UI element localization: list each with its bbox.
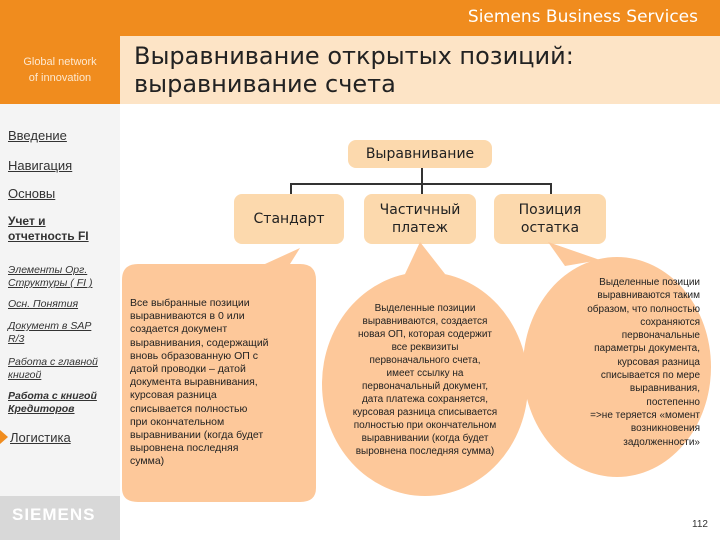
callout-partial-line: Выделенные позиции [374, 303, 476, 314]
callout-residual-line: списывается по мере [600, 370, 700, 382]
callout-partial-line: дата платежа сохраняется, [361, 394, 489, 405]
callout-text-partial [330, 302, 520, 458]
page-number: 112 [692, 519, 708, 530]
callout-residual-line: Выделенные позиции [599, 277, 700, 288]
nav-item-sap-document-line2: R/3 [8, 333, 25, 345]
callout-standard-line: при окончательном [130, 415, 225, 428]
nav-item-org-structure-line1: Элементы Орг. [8, 264, 88, 276]
node-partial-payment-line2: платеж [391, 220, 449, 236]
nav-item-general-ledger-line1: Работа с главной [8, 356, 98, 368]
callout-partial-line: имеет ссылку на [386, 368, 464, 379]
tagline-line1: Global network [23, 56, 97, 68]
node-standard: Стандарт [234, 194, 344, 244]
nav-item-navigation[interactable]: Навигация [8, 158, 73, 173]
nav-item-vendor-ledger-line2: Кредиторов [8, 403, 75, 415]
callout-residual-line: курсовая разница [617, 356, 700, 368]
brand-name: Siemens Business Services [467, 7, 698, 27]
nav-item-fi-accounting-line1: Учет и [8, 214, 46, 228]
nav-item-vendor-ledger-line1: Работа с книгой [8, 390, 97, 402]
tagline-line2: of innovation [28, 72, 92, 84]
callout-standard-line: датой проводки – датой [130, 363, 246, 376]
callout-standard-line: выравнивании (когда будет [130, 429, 264, 442]
callout-standard-line: вновь образованную ОП с [130, 349, 258, 362]
nav-item-basic-concepts[interactable]: Осн. Понятия [8, 298, 79, 310]
callout-residual-line: выравнивания, [629, 383, 700, 395]
callout-partial-line: новая ОП, которая содержит [357, 329, 492, 340]
callout-standard-line: Все выбранные позиции [130, 297, 250, 309]
node-residual-item-line2: остатка [520, 220, 580, 236]
callout-partial-line: выравниваются, создается [362, 316, 488, 327]
callout-partial-line: первоначальный документ, [361, 381, 489, 392]
callout-residual-line: =>не теряется «момент [590, 409, 700, 421]
callout-residual-line: возникновения [630, 423, 700, 435]
callout-partial-line: все реквизиты [391, 342, 459, 353]
callout-standard-line: создается документ [130, 323, 228, 336]
nav-item-intro[interactable]: Введение [8, 128, 67, 143]
node-partial-payment-line1: Частичный [379, 202, 461, 218]
nav-item-sap-document-line1: Документ в SAP [8, 320, 92, 332]
slide-title-line1: Выравнивание открытых позиций: [134, 42, 574, 70]
callout-residual-line: постепенно [646, 396, 700, 408]
callout-partial-line: выравнивании (когда будет [361, 433, 489, 444]
callout-standard-line: выравниваются в 0 или [130, 310, 245, 323]
callout-standard-line: списывается полностью [130, 402, 248, 415]
callout-residual-line: сохраняются [640, 316, 700, 328]
callout-standard-line: документа выравнивания, [130, 376, 258, 389]
nav-item-org-structure-line2: Структуры ( FI ) [8, 277, 93, 289]
callout-partial-line: полностью при окончательном [353, 420, 497, 431]
slide-title-line2: выравнивание счета [134, 70, 396, 98]
callout-partial-line: курсовая разница списывается [352, 407, 498, 418]
callout-standard-line: курсовая разница [130, 389, 217, 402]
callout-partial-line: выровнена последняя сумма) [355, 446, 495, 457]
siemens-logo: SIEMENS [12, 505, 96, 524]
nav-item-basics[interactable]: Основы [8, 186, 56, 201]
callout-text-standard [130, 297, 312, 469]
nav-item-general-ledger-line2: книгой [8, 369, 42, 381]
root-node: Выравнивание [348, 140, 492, 168]
callout-standard-line: выравнивания, содержащий [130, 336, 269, 349]
callout-residual-line: образом, что полностью [587, 303, 700, 315]
node-residual-item-line1: Позиция [518, 202, 582, 218]
callout-residual-line: первоначальные [621, 330, 700, 342]
nav-item-fi-accounting-line2: отчетность FI [8, 229, 89, 243]
nav-item-logistics[interactable]: Логистика [10, 430, 71, 445]
callout-standard-line: выровнена последняя [130, 442, 239, 455]
callout-text-residual [538, 276, 700, 449]
callout-partial-line: первоначального счета, [369, 355, 481, 366]
callout-residual-line: задолженности» [623, 436, 700, 448]
callout-residual-line: выравниваются таким [597, 290, 700, 302]
callout-tail-partial [405, 242, 445, 274]
callout-standard-line: сумма) [130, 455, 165, 468]
callout-residual-line: параметры документа, [594, 343, 700, 355]
